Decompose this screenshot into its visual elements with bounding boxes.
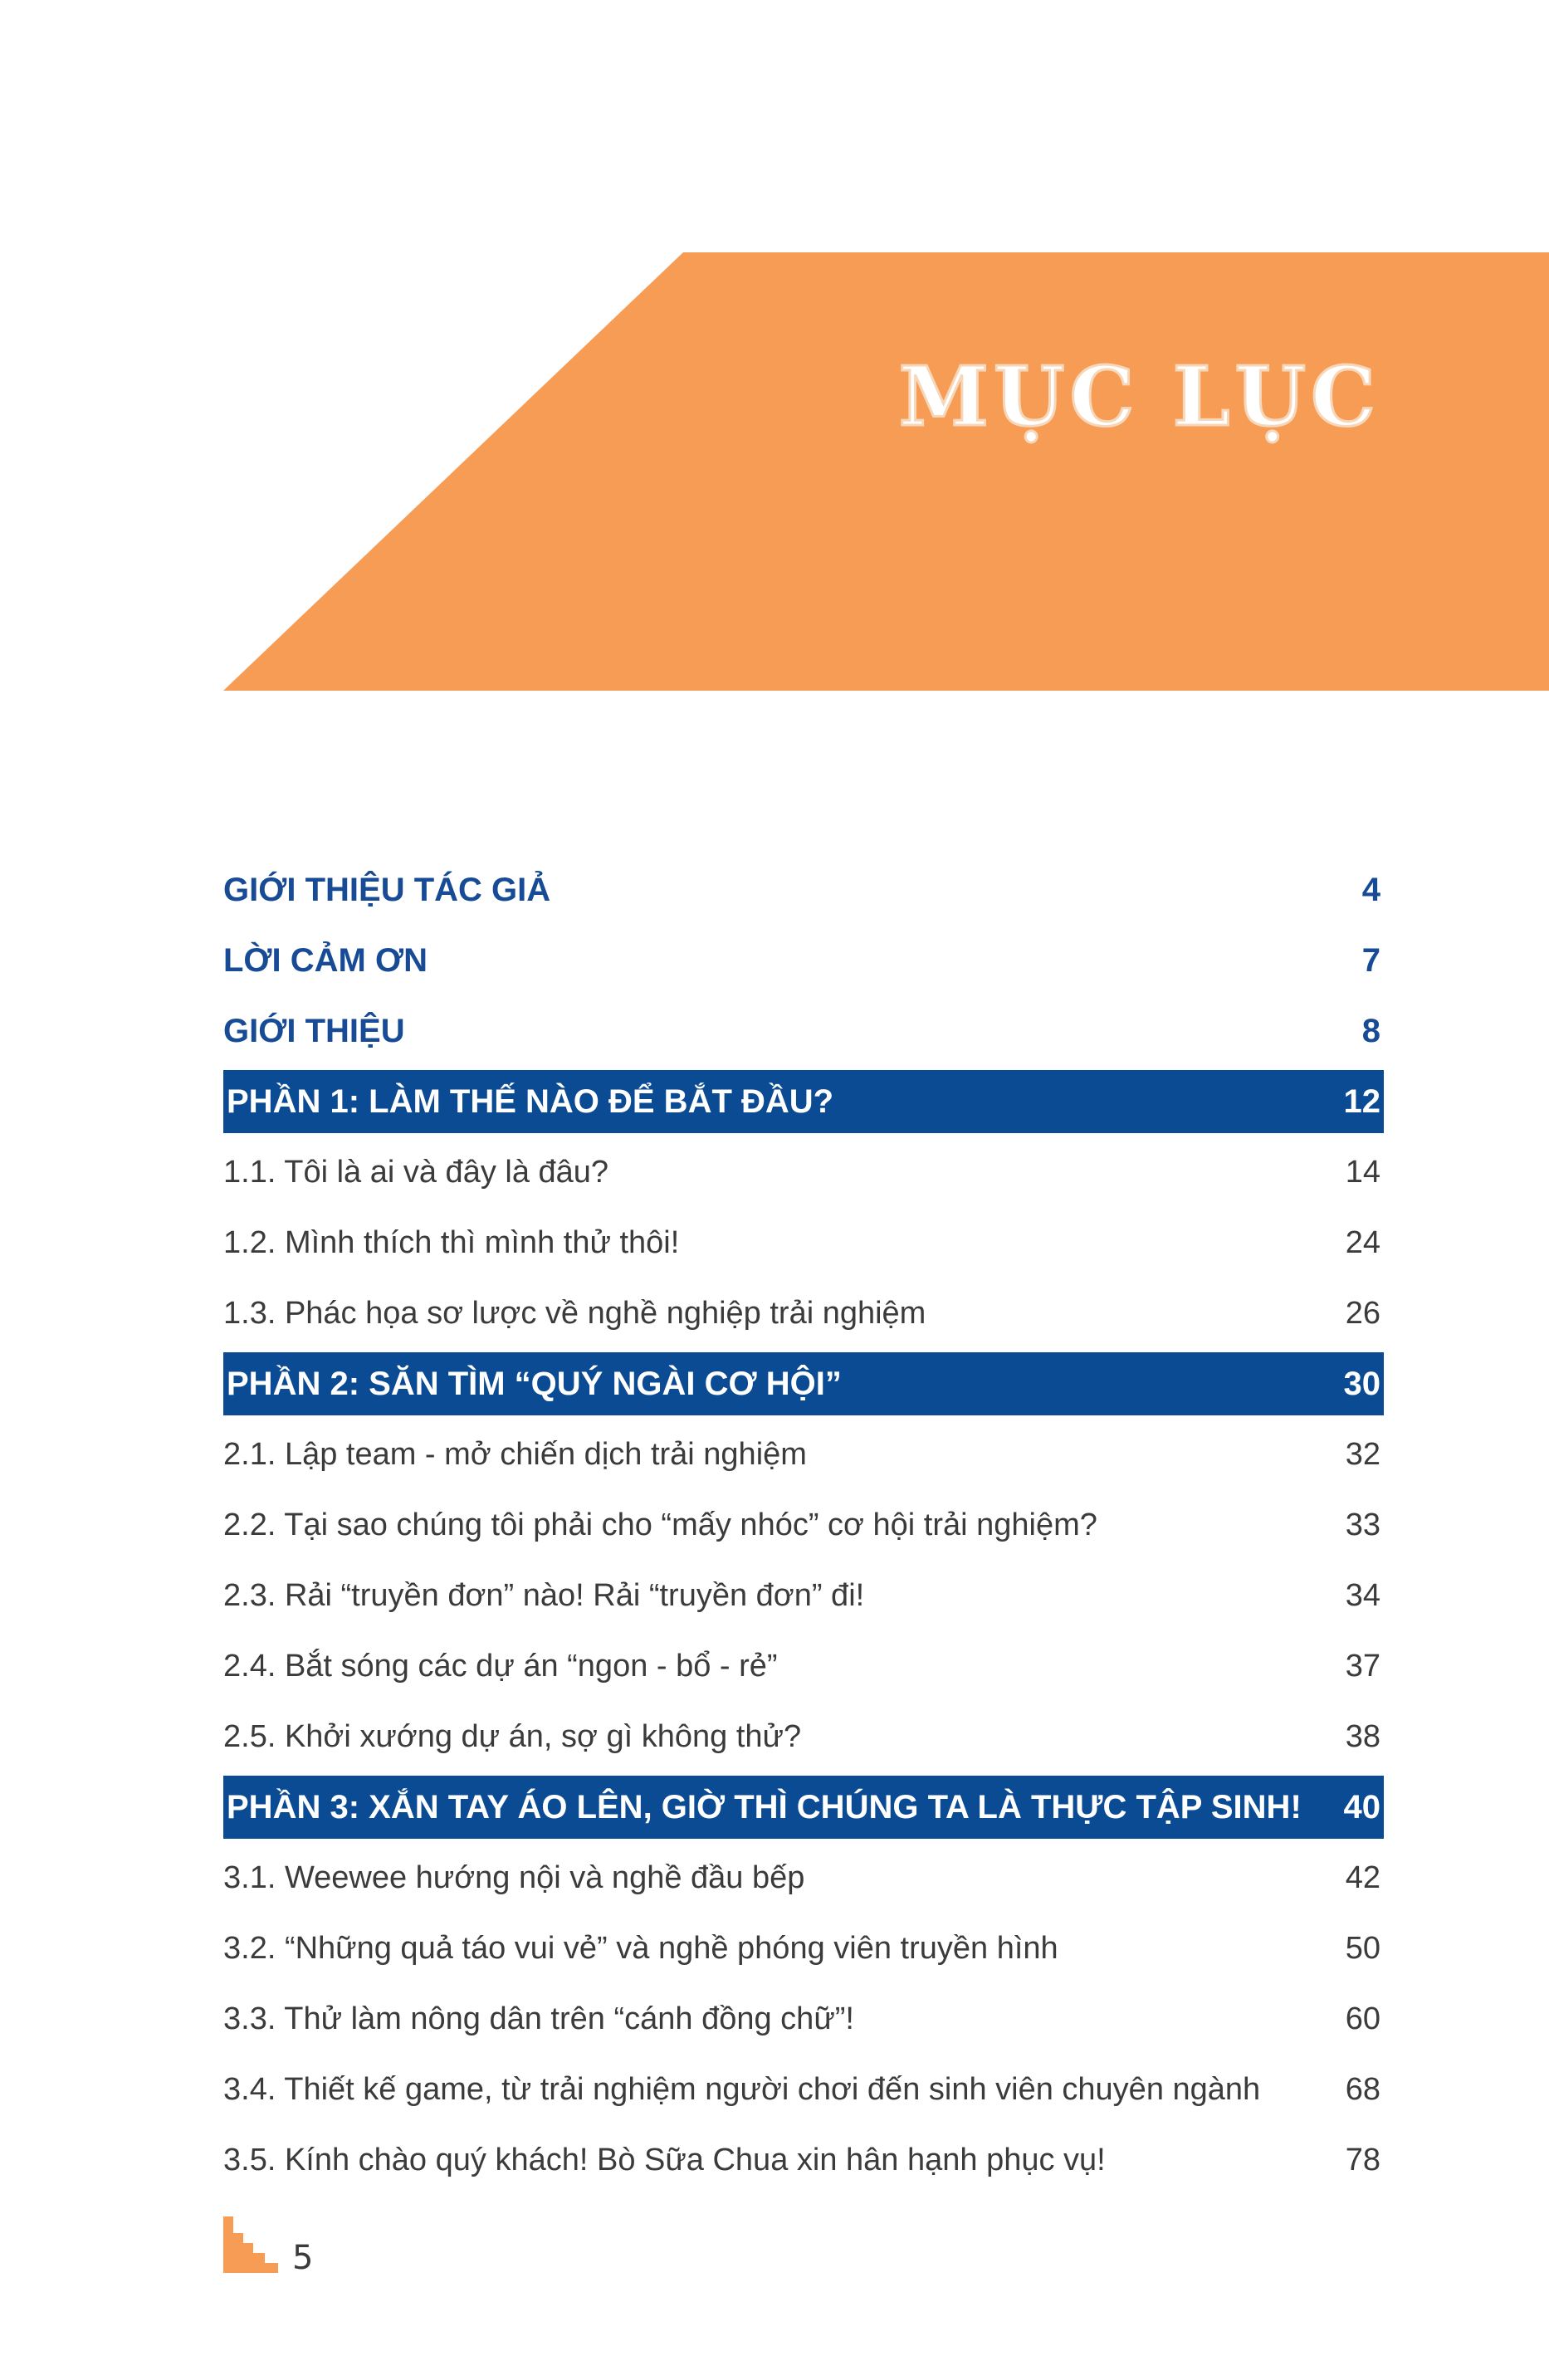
table-of-contents: [223, 855, 1384, 2196]
toc-entry-title: GIỚI THIỆU: [223, 1013, 405, 1049]
toc-entry[interactable]: [223, 1420, 1384, 1490]
toc-entry[interactable]: [223, 1631, 1384, 1702]
toc-entry-title: 2.5. Khởi xướng dự án, sợ gì không thử?: [223, 1719, 802, 1754]
toc-entry[interactable]: [223, 1561, 1384, 1631]
toc-entry-title: 3.1. Weewee hướng nội và nghề đầu bếp: [223, 1860, 805, 1895]
toc-part-header[interactable]: [223, 1352, 1384, 1415]
toc-entry-page: 26: [1345, 1296, 1380, 1331]
toc-entry[interactable]: [223, 1137, 1384, 1208]
toc-entry-title: 2.1. Lập team - mở chiến dịch trải nghiệm: [223, 1437, 807, 1472]
toc-entry[interactable]: [223, 1984, 1384, 2055]
toc-entry[interactable]: [223, 1278, 1384, 1349]
toc-entry-title: PHẦN 2: SĂN TÌM “QUÝ NGÀI CƠ HỘI”: [227, 1365, 842, 1402]
toc-entry-page: 32: [1345, 1437, 1380, 1472]
toc-entry-page: 40: [1343, 1788, 1380, 1825]
title-banner: [0, 0, 1549, 697]
toc-entry-page: 38: [1345, 1719, 1380, 1754]
toc-entry[interactable]: [223, 1702, 1384, 1772]
toc-entry-title: 3.3. Thử làm nông dân trên “cánh đồng chữ”!: [223, 2001, 854, 2036]
stairs-icon: [223, 2216, 278, 2273]
page-title: MỤC LỤC: [898, 349, 1380, 445]
toc-entry[interactable]: [223, 2125, 1384, 2196]
toc-entry[interactable]: [223, 2055, 1384, 2125]
toc-entry-title: 1.1. Tôi là ai và đây là đâu?: [223, 1155, 609, 1190]
toc-entry-page: 7: [1361, 942, 1380, 979]
toc-entry-title: GIỚI THIỆU TÁC GIẢ: [223, 872, 551, 908]
toc-entry-title: 3.2. “Những quả táo vui vẻ” và nghề phóng viên truyền hình: [223, 1931, 1058, 1966]
banner-shape: [223, 252, 1549, 691]
toc-entry-title: 1.3. Phác họa sơ lược về nghề nghiệp trải nghiệm: [223, 1296, 926, 1331]
toc-entry-title: PHẦN 1: LÀM THẾ NÀO ĐỂ BẮT ĐẦU?: [227, 1082, 834, 1120]
toc-entry-page: 60: [1345, 2001, 1380, 2036]
toc-main-entry[interactable]: [223, 855, 1384, 926]
toc-entry[interactable]: [223, 1208, 1384, 1278]
toc-entry-page: 33: [1345, 1508, 1380, 1542]
toc-entry-page: 14: [1345, 1155, 1380, 1190]
toc-entry-page: 24: [1345, 1225, 1380, 1260]
toc-entry-page: 8: [1361, 1013, 1380, 1049]
toc-entry-page: 34: [1345, 1578, 1380, 1613]
toc-main-entry[interactable]: [223, 926, 1384, 996]
toc-entry-page: 4: [1361, 872, 1380, 908]
toc-part-header[interactable]: [223, 1070, 1384, 1133]
toc-entry-page: 30: [1343, 1365, 1380, 1402]
toc-entry-page: 68: [1345, 2072, 1380, 2107]
toc-entry-title: 2.4. Bắt sóng các dự án “ngon - bổ - rẻ”: [223, 1649, 778, 1684]
toc-entry-page: 12: [1343, 1082, 1380, 1120]
toc-part-header[interactable]: [223, 1776, 1384, 1839]
toc-entry-title: 1.2. Mình thích thì mình thử thôi!: [223, 1225, 680, 1260]
toc-entry[interactable]: [223, 1490, 1384, 1561]
toc-entry-page: 78: [1345, 2143, 1380, 2177]
toc-entry-title: 3.5. Kính chào quý khách! Bò Sữa Chua xin hân hạnh phục vụ!: [223, 2143, 1106, 2177]
toc-entry-title: PHẦN 3: XẮN TAY ÁO LÊN, GIỜ THÌ CHÚNG TA LÀ THỰC TẬP SINH!: [227, 1788, 1302, 1825]
toc-entry[interactable]: [223, 1913, 1384, 1984]
page-number: 5: [292, 2239, 314, 2277]
toc-entry-title: LỜI CẢM ƠN: [223, 942, 428, 979]
toc-entry-title: 3.4. Thiết kế game, từ trải nghiệm người chơi đến sinh viên chuyên ngành: [223, 2072, 1261, 2107]
toc-entry-page: 50: [1345, 1931, 1380, 1966]
toc-entry-title: 2.3. Rải “truyền đơn” nào! Rải “truyền đơn” đi!: [223, 1578, 865, 1613]
toc-entry-page: 42: [1345, 1860, 1380, 1895]
toc-entry[interactable]: [223, 1843, 1384, 1913]
toc-entry-title: 2.2. Tại sao chúng tôi phải cho “mấy nhóc” cơ hội trải nghiệm?: [223, 1508, 1097, 1542]
toc-main-entry[interactable]: [223, 996, 1384, 1067]
toc-entry-page: 37: [1345, 1649, 1380, 1684]
